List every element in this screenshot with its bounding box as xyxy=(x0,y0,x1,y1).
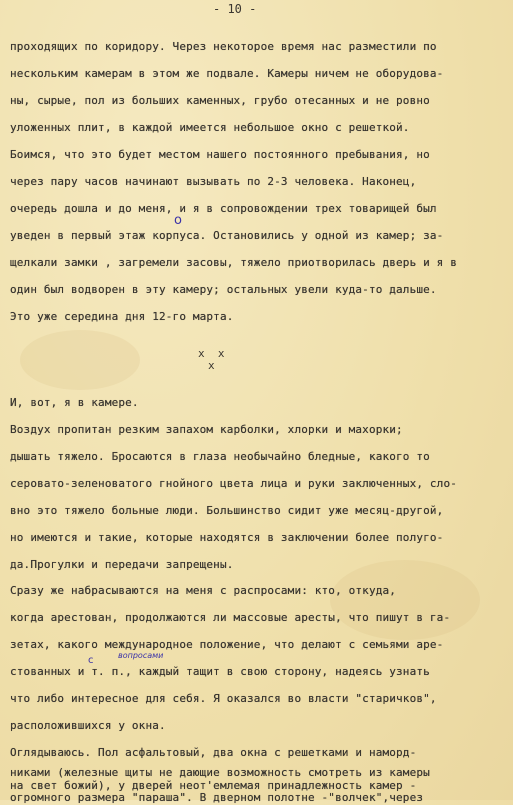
section-separator: x xyxy=(208,359,215,372)
text-line: что либо интересное для себя. Я оказался во власти "старичков", xyxy=(10,692,437,705)
text-line: стованных и т. п., каждый тащит в свою сторону, надеясь узнать xyxy=(10,665,430,678)
text-line: на свет божий), у дверей неот'емлемая принадлежность камер - xyxy=(10,779,417,792)
text-line: да.Прогулки и передачи запрещены. xyxy=(10,558,234,571)
text-line: зетах, какого международное положение, что делают с семьями аре- xyxy=(10,638,444,651)
text-line: нескольким камерам в этом же подвале. Камеры ничем не оборудова- xyxy=(10,67,444,80)
page-number: - 10 - xyxy=(213,2,257,16)
text-line: уложенных плит, в каждой имеется небольшое окно с решеткой. xyxy=(10,121,410,134)
text-line: расположившихся у окна. xyxy=(10,719,166,732)
paper-stain xyxy=(20,330,140,390)
text-line: уведен в первый этаж корпуса. Остановились у одной из камер; за- xyxy=(10,229,444,242)
text-line: никами (железные щиты не дающие возможность смотреть из камеры xyxy=(10,766,430,779)
text-line: серовато-зеленоватого гнойного цвета лица и руки заключенных, сло- xyxy=(10,477,457,490)
text-line: вно это тяжело больные люди. Большинство сидит уже месяц-другой, xyxy=(10,504,444,517)
text-line: щелкали замки , загремели засовы, тяжело приотворилась дверь и я в xyxy=(10,256,457,269)
section-separator: x x xyxy=(198,347,225,360)
text-line: огромного размера "параша". В дверном полотне -"волчек",через xyxy=(10,791,424,804)
paper-stain xyxy=(330,560,480,640)
text-line: И, вот, я в камере. xyxy=(10,396,139,409)
text-line: один был водворен в эту камеру; остальных увели куда-то дальше. xyxy=(10,283,437,296)
text-line: когда арестован, продолжаются ли массовые аресты, что пишут в га- xyxy=(10,611,451,624)
text-line: Боимся, что это будет местом нашего постоянного пребывания, но xyxy=(10,148,430,161)
text-line: очередь дошла и до меня, и я в сопровождении трех товарищей был xyxy=(10,202,437,215)
text-line: проходящих по коридору. Через некоторое время нас разместили по xyxy=(10,40,437,53)
text-line: через пару часов начинают вызывать по 2-3 человека. Наконец, xyxy=(10,175,417,188)
text-line: Воздух пропитан резким запахом карболки, хлорки и махорки; xyxy=(10,423,403,436)
text-line: но имеются и такие, которые находятся в заключении более полуго- xyxy=(10,531,444,544)
text-line: Оглядываюсь. Пол асфальтовый, два окна с решетками и наморд- xyxy=(10,746,417,759)
text-line: Это уже середина дня 12-го марта. xyxy=(10,310,234,323)
handwritten-correction: вопросами xyxy=(118,651,164,660)
text-line: Сразу же набрасываются на меня с распросами: кто, откуда, xyxy=(10,584,397,597)
text-line: дышать тяжело. Бросаются в глаза необычайно бледные, какого то xyxy=(10,450,430,463)
handwritten-correction: с xyxy=(88,655,94,666)
handwritten-correction: о xyxy=(174,213,182,228)
text-line: ны, сырые, пол из больших каменных, грубо отесанных и не ровно xyxy=(10,94,430,107)
